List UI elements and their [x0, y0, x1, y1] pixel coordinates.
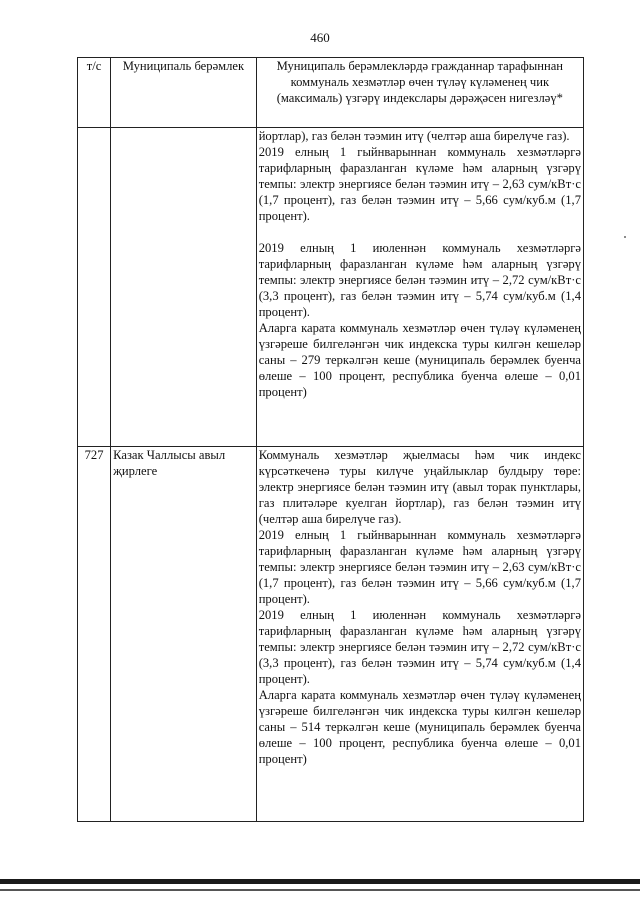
row-municipality: Казак Чаллысы авыл җирлеге: [111, 447, 257, 822]
tariff-table: [77, 57, 584, 822]
paragraph: 2019 елның 1 июленнән коммуналь хезмәтләргә тарифларның фаразланган күләме һәм аларның үзгәрү темпы: электр энергиясе белән тәэмин итү – 2,72 сум/кВт·с (3,3 процент), газ белән тәэмин итү – 5,74 сум/куб.м (1,4 процент).: [258, 241, 581, 319]
row-number: [78, 128, 111, 447]
page-number: 460: [310, 30, 330, 45]
paragraph: 2019 елның 1 гыйнварыннан коммуналь хезмәтләргә тарифларның фаразланган күләме һәм аларның үзгәрү темпы: электр энергиясе белән тәэмин итү – 2,63 сум/кВт·с (1,7 процент), газ белән тәэмин итү – 5,66 сум/куб.м (1,7 процент).: [258, 145, 581, 223]
paragraph-spacer: [259, 224, 581, 240]
header-municipality: Муниципаль берәмлек: [111, 58, 257, 128]
row-municipality: [111, 128, 257, 447]
paragraph: Аларга карата коммуналь хезмәтләр өчен түләү күләменең үзгәреше билгеләнгән чик индекска туры килгән кешеләр саны – 279 теркәлгән кеше (муниципаль берәмлек буенча өлеше – 100 процент, республика буенча өлеше – 0,01 процент): [258, 321, 581, 399]
row-justification: [256, 128, 583, 447]
paragraph: Коммуналь хезмәтләр җыелмасы һәм чик индекс күрсәткеченә туры килүче уңайлыклар булдыру төре: электр энергиясе белән тәэмин итү (авыл торак пунктлары, газ плитәләре куелган йортлар), газ белән тәэмин итү (челтәр аша бирелүче газ).: [258, 448, 581, 526]
scan-edge-line: [0, 889, 640, 891]
paragraph: 2019 елның 1 гыйнварыннан коммуналь хезмәтләргә тарифларның фаразланган күләме һәм аларның үзгәрү темпы: электр энергиясе белән тәэмин итү – 2,63 сум/кВт·с (1,7 процент), газ белән тәэмин итү – 5,66 сум/куб.м (1,7 процент).: [258, 528, 581, 606]
header-number: т/с: [78, 58, 111, 128]
scan-speck: [624, 236, 626, 238]
row-number: 727: [78, 447, 111, 822]
scan-edge-bar: [0, 879, 640, 884]
paragraph: 2019 елның 1 июленнән коммуналь хезмәтләргә тарифларның фаразланган күләме һәм аларның үзгәрү темпы: электр энергиясе белән тәэмин итү – 2,72 сум/кВт·с (3,3 процент), газ белән тәэмин итү – 5,74 сум/куб.м (1,4 процент).: [258, 608, 581, 686]
header-justification: Муниципаль берәмлекләрдә гражданнар тарафыннан коммуналь хезмәтләр өчен түләү күләменең чик (максималь) үзгәрү индекслары дәрәҗәсен нигезләү*: [256, 58, 583, 128]
table-row: [78, 128, 584, 447]
table-header-row: [78, 58, 584, 128]
table-row: [78, 447, 584, 822]
paragraph: Аларга карата коммуналь хезмәтләр өчен түләү күләменең үзгәреше билгеләнгән чик индекска туры килгән кешеләр саны – 514 теркәлгән кеше (муниципаль берәмлек буенча өлеше – 100 процент, республика буенча өлеше – 0,01 процент): [258, 688, 581, 766]
row-justification: [256, 447, 583, 822]
paragraph: йортлар), газ белән тәэмин итү (челтәр аша бирелүче газ).: [258, 129, 570, 143]
